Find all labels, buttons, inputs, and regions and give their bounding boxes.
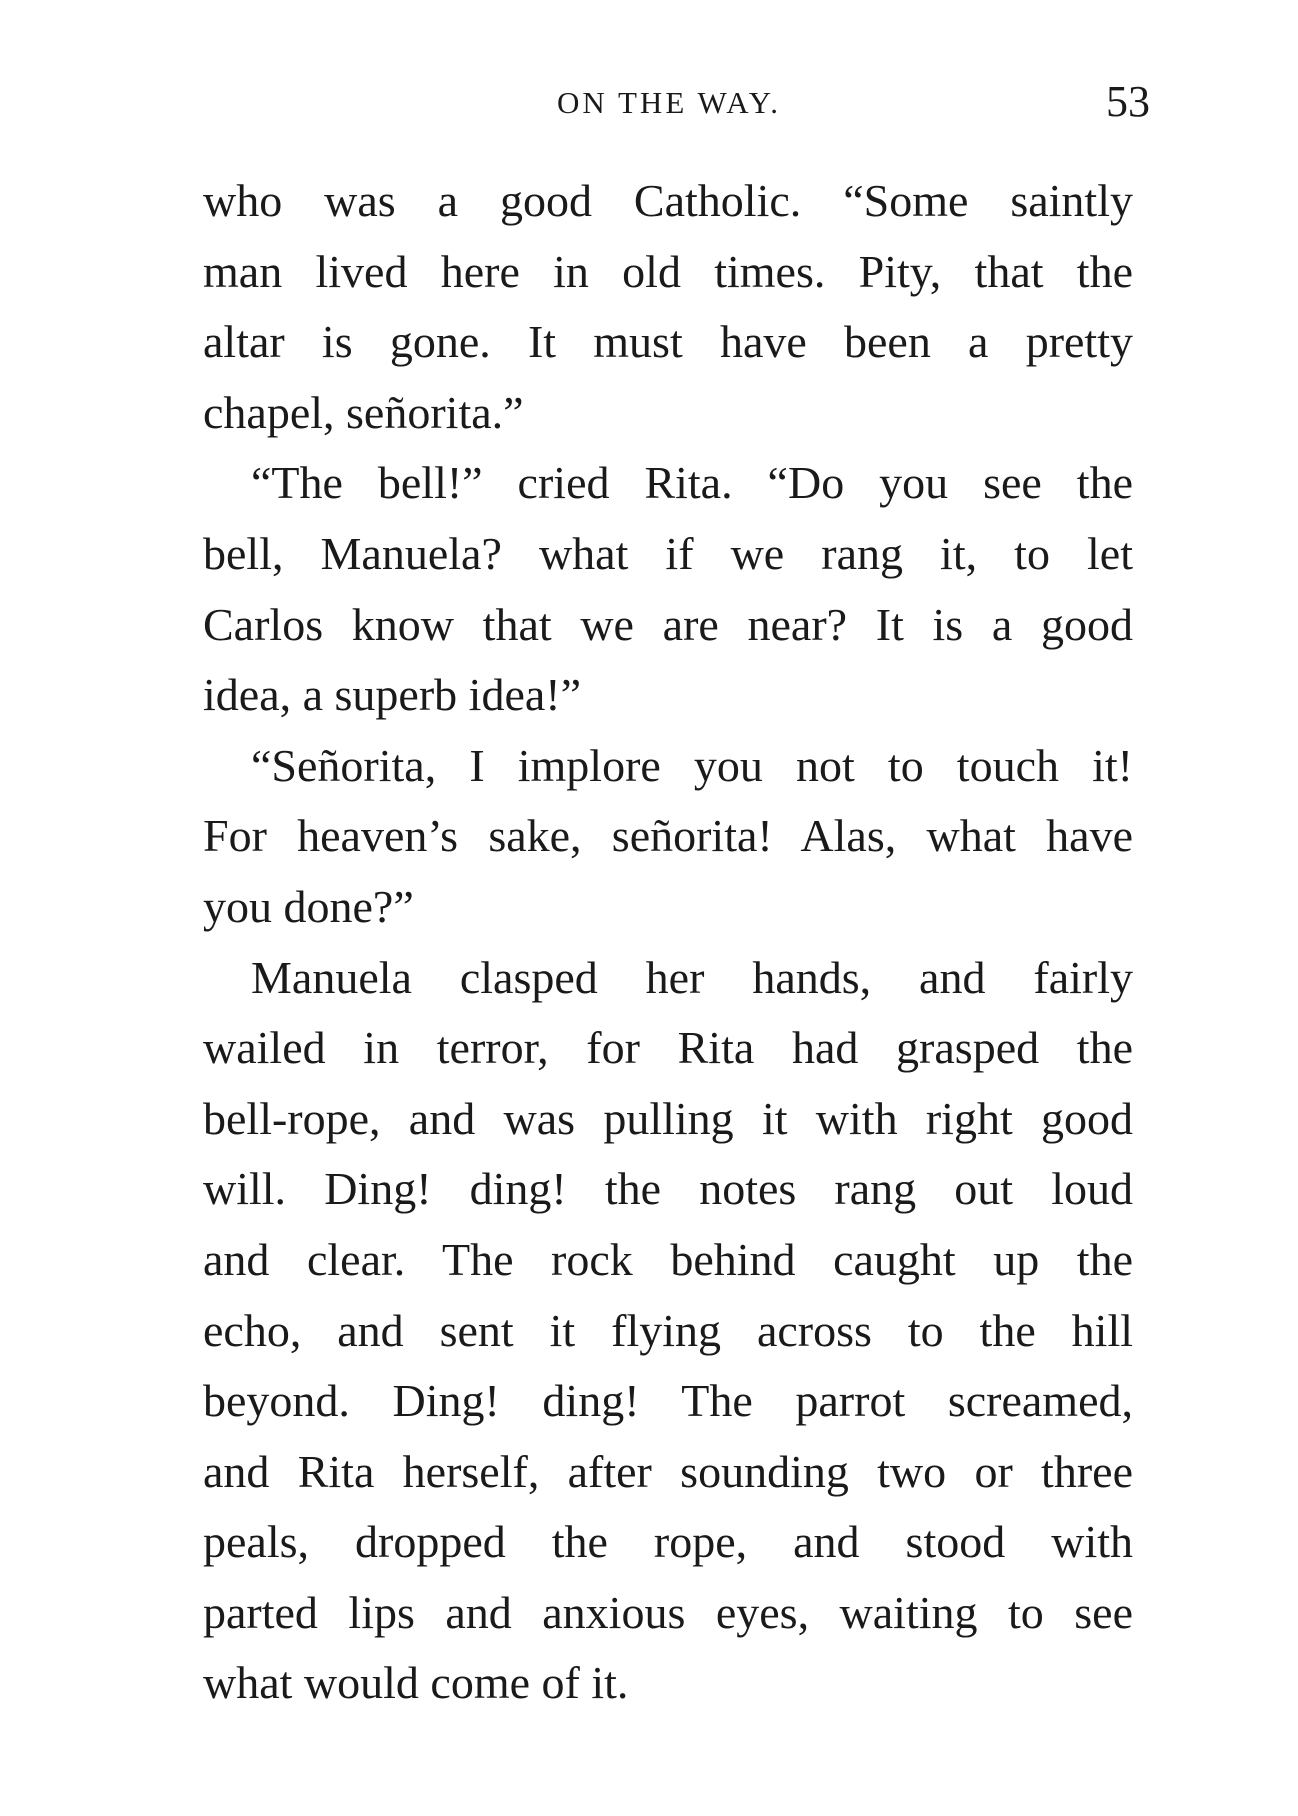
page-body-text <box>203 166 1133 1719</box>
text-line: Carlos know that we are near? It is a good <box>203 598 1133 650</box>
text-line: “Señorita, I implore you not to touch it! <box>251 739 1133 791</box>
running-title: ON THE WAY. <box>557 85 781 120</box>
text-line: you done?” <box>203 880 414 932</box>
text-line: parted lips and anxious eyes, waiting to see <box>203 1586 1133 1638</box>
text-line: wailed in terror, for Rita had grasped the <box>203 1022 1133 1074</box>
text-line: “The bell!” cried Rita. “Do you see the <box>251 457 1133 509</box>
page-number: 53 <box>1106 77 1150 126</box>
text-line: echo, and sent it flying across to the hill <box>203 1304 1133 1356</box>
text-line: and Rita herself, after sounding two or three <box>203 1445 1133 1497</box>
text-line: beyond. Ding! ding! The parrot screamed, <box>203 1375 1133 1427</box>
text-line: who was a good Catholic. “Some saintly <box>203 175 1133 226</box>
text-line: altar is gone. It must have been a pretty <box>203 316 1133 368</box>
text-line: For heaven’s sake, señorita! Alas, what have <box>203 810 1133 862</box>
running-head <box>0 78 1298 128</box>
text-line: bell-rope, and was pulling it with right good <box>203 1092 1133 1144</box>
text-line: Manuela clasped her hands, and fairly <box>251 951 1133 1003</box>
text-line: peals, dropped the rope, and stood with <box>203 1516 1133 1568</box>
text-line: chapel, señorita.” <box>203 386 524 438</box>
text-line: man lived here in old times. Pity, that the <box>203 245 1133 297</box>
text-line: will. Ding! ding! the notes rang out loud <box>203 1163 1133 1215</box>
text-line: what would come of it. <box>203 1657 629 1709</box>
text-line: bell, Manuela? what if we rang it, to let <box>203 527 1133 579</box>
text-line: and clear. The rock behind caught up the <box>203 1233 1133 1285</box>
text-line: idea, a superb idea!” <box>203 669 582 721</box>
